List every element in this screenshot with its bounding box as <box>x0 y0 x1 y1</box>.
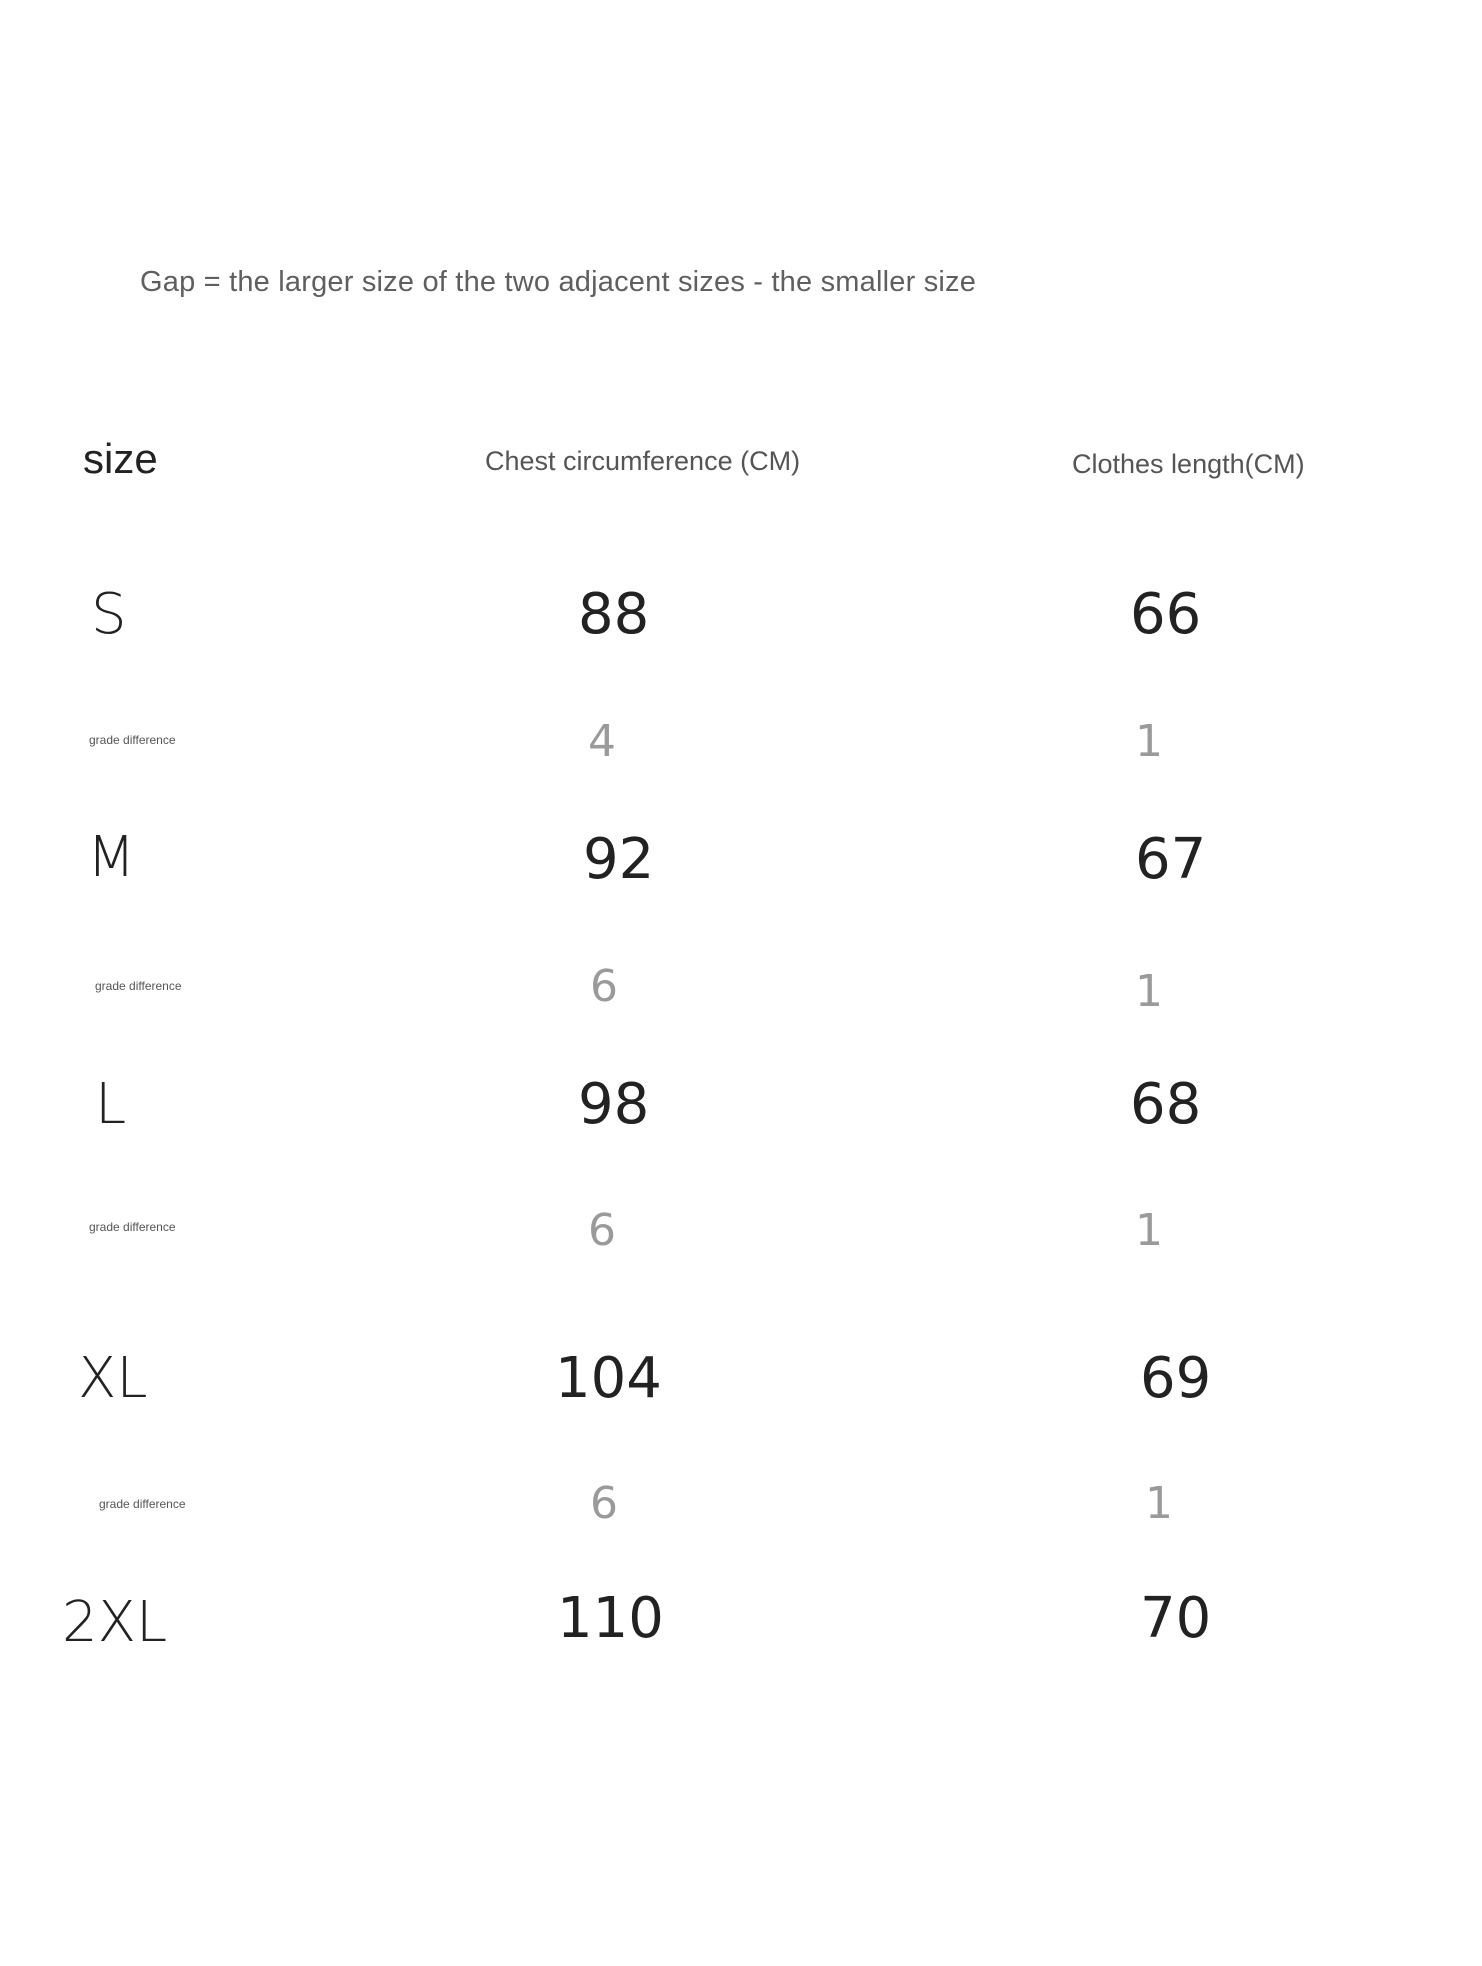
chest-value-l: 98 <box>578 1072 650 1137</box>
length-value-m: 67 <box>1135 827 1207 892</box>
grade-difference-label: grade difference <box>89 733 176 747</box>
length-value-xl: 69 <box>1140 1346 1212 1411</box>
size-label-s: S <box>91 582 127 647</box>
grade-difference-label: grade difference <box>99 1497 186 1511</box>
length-grade-difference: 1 <box>1135 966 1163 1017</box>
header-chest-circumference: Chest circumference (CM) <box>485 446 801 476</box>
grade-difference-label: grade difference <box>89 1220 176 1234</box>
length-value-2xl: 70 <box>1140 1586 1212 1651</box>
chest-value-2xl: 110 <box>557 1586 664 1651</box>
header-size: size <box>83 435 158 482</box>
chest-grade-difference: 4 <box>588 716 616 767</box>
chest-grade-difference: 6 <box>590 1478 618 1529</box>
chest-value-m: 92 <box>583 827 655 892</box>
chest-grade-difference: 6 <box>590 961 618 1012</box>
length-grade-difference: 1 <box>1135 1205 1163 1256</box>
length-value-l: 68 <box>1130 1072 1202 1137</box>
header-clothes-length: Clothes length(CM) <box>1072 449 1305 479</box>
chest-grade-difference: 6 <box>588 1205 616 1256</box>
size-label-xl: XL <box>78 1346 148 1411</box>
grade-difference-label: grade difference <box>95 979 182 993</box>
length-value-s: 66 <box>1130 582 1202 647</box>
chest-value-xl: 104 <box>555 1346 662 1411</box>
length-grade-difference: 1 <box>1145 1478 1173 1529</box>
size-label-l: L <box>95 1072 127 1137</box>
gap-note: Gap = the larger size of the two adjacent sizes - the smaller size <box>140 266 977 298</box>
size-label-m: M <box>87 825 136 890</box>
chest-value-s: 88 <box>578 582 650 647</box>
size-label-2xl: 2XL <box>62 1590 168 1655</box>
length-grade-difference: 1 <box>1135 716 1163 767</box>
